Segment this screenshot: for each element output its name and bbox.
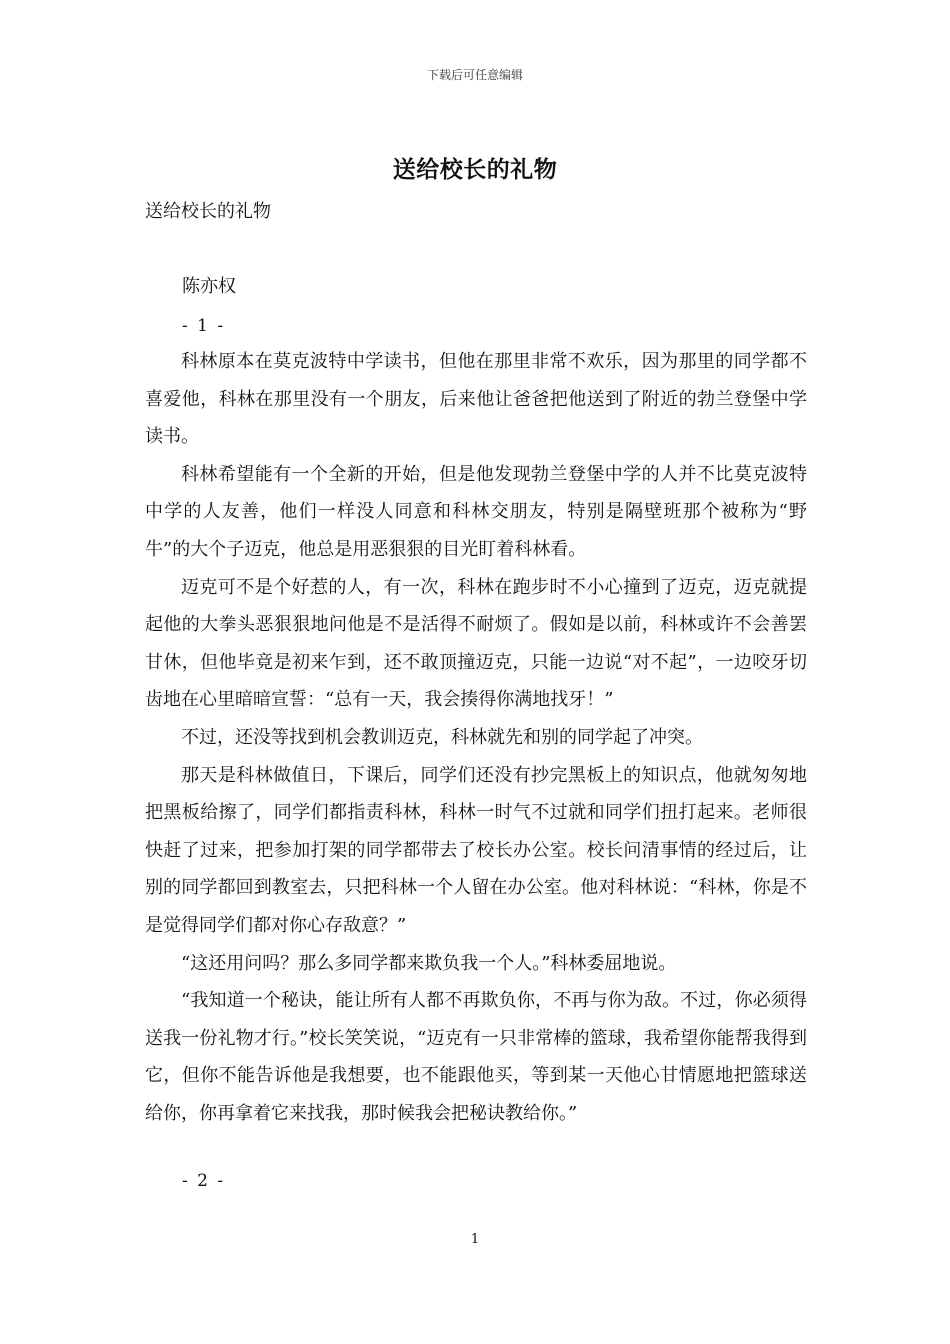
document-title: 送给校长的礼物 [392,156,558,183]
document-subtitle: 送给校长的礼物 [145,201,271,222]
paragraph: 不过，还没等找到机会教训迈克，科林就先和别的同学起了冲突。 [181,726,703,748]
author-name: 陈亦权 [182,276,236,297]
section-marker-1: - 1 - [182,316,226,336]
paragraph: “这还用问吗？那么多同学都来欺负我一个人。”科林委屈地说。 [181,952,677,974]
paragraph: “我知道一个秘诀，能让所有人都不再欺负你，不再与你为敌。不过，你必须得送我一份礼物才行。”校长笑笑说，“迈克有一只非常棒的篮球，我希望你能帮我得到它，但你不能告诉他是我想要，也不能跟他买，等到某一天他心甘情愿地把篮球送给你，你再拿着它来找我，那时候我会把秘诀教给你。” [145,990,807,1124]
body-text [145,343,807,1132]
page-header-note: 下载后可任意编辑 [426,68,523,82]
paragraph: 迈克可不是个好惹的人，有一次，科林在跑步时不小心撞到了迈克，迈克就提起他的大拳头恶狠狠地问他是不是活得不耐烦了。假如是以前，科林或许不会善罢甘休，但他毕竟是初来乍到，还不敢顶撞迈克，只能一边说“对不起”，一边咬牙切齿地在心里暗暗宣誓：“总有一天，我会揍得你满地找牙！” [145,576,807,711]
paragraph: 那天是科林做值日，下课后，同学们还没有抄完黑板上的知识点，他就匆匆地把黑板给擦了，同学们都指责科林，科林一时气不过就和同学们扭打起来。老师很快赶了过来，把参加打架的同学都带去了校长办公室。校长问清事情的经过后，让别的同学都回到教室去，只把科林一个人留在办公室。他对科林说：“科林，你是不是觉得同学们都对你心存敌意？” [145,764,807,936]
page-number: 1 [470,1232,480,1247]
paragraph: 科林希望能有一个全新的开始，但是他发现勃兰登堡中学的人并不比莫克波特中学的人友善，他们一样没人同意和科林交朋友，特别是隔壁班那个被称为“野牛”的大个子迈克，他总是用恶狠狠的目光盯着科林看。 [145,463,807,560]
section-marker-2: - 2 - [182,1171,226,1191]
paragraph: 科林原本在莫克波特中学读书，但他在那里非常不欢乐，因为那里的同学都不喜爱他，科林在那里没有一个朋友，后来他让爸爸把他送到了附近的勃兰登堡中学读书。 [145,351,807,448]
